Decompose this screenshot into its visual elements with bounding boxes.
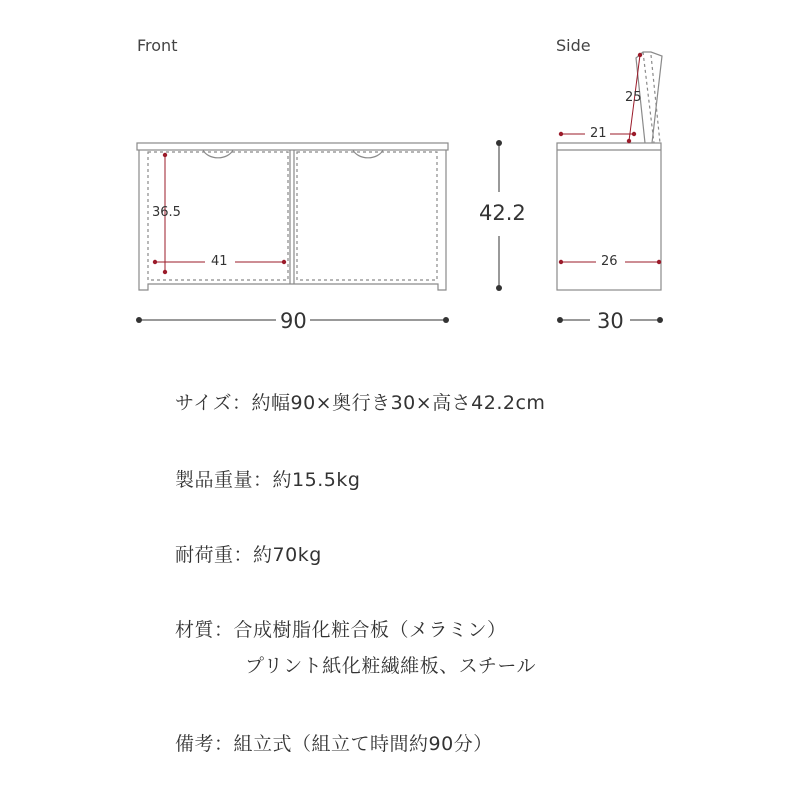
spec-material-label: 材質： — [175, 619, 234, 641]
spec-load-value: 約70kg — [253, 544, 322, 566]
front-right-compartment — [297, 152, 437, 280]
front-top-board — [137, 143, 448, 150]
spec-size-label: サイズ： — [175, 392, 252, 414]
depth-value: 30 — [597, 309, 624, 333]
spec-note — [175, 729, 493, 756]
right-finger-hole — [353, 150, 383, 158]
side-view-label: Side — [556, 36, 591, 55]
spec-size — [175, 388, 545, 415]
spec-material-value-1: 合成樹脂化粧合板（メラミン） — [233, 619, 507, 641]
side-red-dimensions — [559, 53, 661, 264]
inner-width-value: 41 — [211, 254, 228, 269]
spec-material-value-2: プリント紙化粧繊維板、スチール — [245, 655, 536, 677]
spec-size-value: 約幅90×奥行き30×高さ42.2cm — [251, 392, 546, 414]
height-value: 42.2 — [479, 201, 526, 225]
spec-material — [175, 615, 536, 677]
side-inner-depth-value: 26 — [601, 254, 618, 269]
spec-weight — [175, 465, 360, 492]
spec-weight-label: 製品重量： — [175, 469, 273, 491]
left-finger-hole — [203, 150, 233, 158]
spec-weight-value: 約15.5kg — [272, 469, 361, 491]
spec-note-label: 備考： — [175, 733, 234, 755]
front-view — [137, 143, 448, 290]
spec-load — [175, 540, 322, 567]
spec-load-label: 耐荷重： — [175, 544, 254, 566]
front-view-label: Front — [137, 36, 178, 55]
spec-note-value: 組立式（組立て時間約90分） — [233, 733, 493, 755]
lid-height-value: 25 — [625, 90, 642, 105]
lid-depth-value: 21 — [590, 126, 607, 141]
width-value: 90 — [280, 309, 307, 333]
front-body-outline — [139, 150, 446, 290]
inner-height-value: 36.5 — [152, 205, 181, 220]
